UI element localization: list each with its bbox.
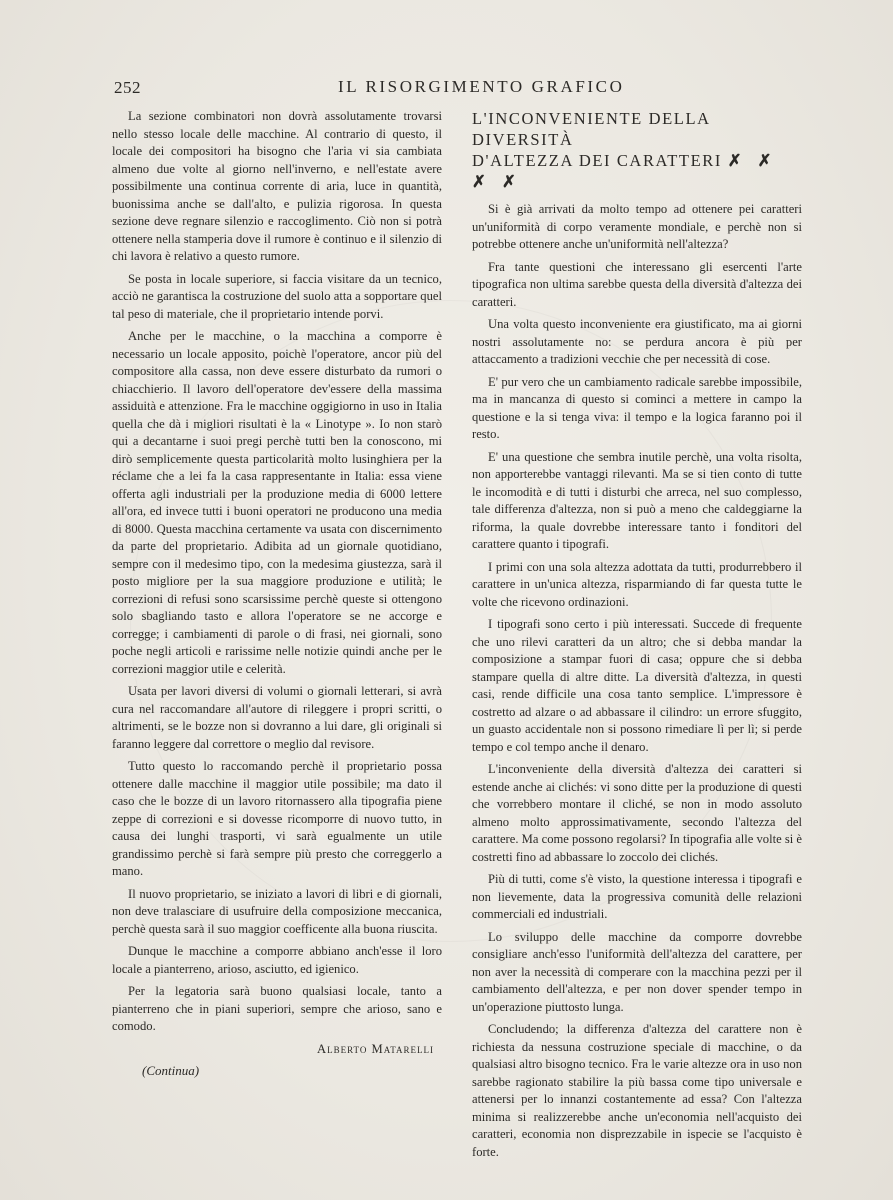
paragraph: Una volta questo inconveniente era giustificato, ma ai giorni nostri assolutamente no: se perdura ancora è più per attaccamento a tradizioni vecchie che per necessità di cose. [472,317,802,366]
paragraph: L'inconveniente della diversità d'altezza dei caratteri si estende anche ai clichés: vi sono ditte per la produzione di questi che vorrebbero montare il cliché, se non in modo assoluto almeno molto approssimativamente, secondo l'altezza del carattere. Ma come possono regolarsi? In tipografia alle volte si è costretti fino ad abbassare lo zoccolo dei clichés. [472,762,802,864]
paragraph: Più di tutti, come s'è visto, la questione interessa i tipografi e non lievemente, data la progressiva comunità delle relazioni commerciali ed industriali. [472,872,802,921]
article-title [472,108,802,192]
paragraph: Anche per le macchine, o la macchina a comporre è necessario un locale apposito, poichè l'operatore, ancor più del compositore alla cassa, non deve essere disturbato da rumori o chiacchierio. Il lavoro dell'operatore dev'essere della massima assiduità e attenzione. Fra le macchine oggigiorno in uso in Italia quella che dà i migliori risultati è la « Linotype ». Io non starò qui a decantarne i suoi pregi perchè tutti ben la conoscono, mi dirò semplicemente questa particolarità molto lusinghiera per la réclame che a lei fa la casa rappresentante in Italia: essa viene offerta agli industriali per la produzione media di 6000 lettere all'ora, ed invece tutti i buoni operatori ne producono una media di 8000. Questa macchina certamente va usata con discernimento da parte del proprietario. Adibita ad un giornale quotidiano, sempre con il medesimo tipo, con la medesima giustezza, sarà il posto migliore per la sua maggiore produzione e utilità; le correzioni di refusi sono scarsissime perchè queste si ottengono solo sbagliando tasto e allora l'operatore se ne accorge e corregge; i cambiamenti di parole o di frasi, nei giornali, sono poche negli articoli e rarissime nelle notizie quindi anche per le correzioni maggior utile e celerità. [112,329,442,676]
author-signature: Alberto Matarelli [316,1041,434,1056]
paragraph: Tutto questo lo raccomando perchè il proprietario possa ottenere dalle macchine il maggior utile possibile; ma dato il caso che le bozze di un lavoro ritornassero alla tipografia piene zeppe di correzioni e si dovesse ricomporre di nuovo tutto, in causa dei lunghi trasporti, vi sarà egualmente un utile grandissimo perchè si farà sempre più presto che correggerlo a mano. [112,759,442,878]
right-column [472,108,802,1166]
paragraph: Usata per lavori diversi di volumi o giornali letterari, si avrà cura nel raccomandare all'autore di rileggere i propri scritti, o altrimenti, se le bozze non si dovranno a lui dare, gli originali si faranno leggere dal correttore o meglio dal revisore. [112,684,442,751]
paragraph: I tipografi sono certo i più interessati. Succede di frequente che uno rilevi caratteri da un altro; che si debba mandar la composizione a stampar fuori di casa; oppure che si debba stampare quella di altre ditte. La diversità d'altezza, in questi casi, rende difficile una cosa tanto semplice. L'impressore è costretto ad alzare o ad abbassare il cilindro: un errore sfuggito, un guasto accidentale non si possono rimediare lì per lì; si perde tempo e col tempo anche il denaro. [472,617,802,754]
paragraph: Si è già arrivati da molto tempo ad ottenere pei caratteri un'uniformità di corpo veramente mondiale, e perchè non si potrebbe ottenere anche un'uniformità nell'altezza? [472,202,802,251]
paragraph: Fra tante questioni che interessano gli esercenti l'arte tipografica non ultima sarebbe questa della diversità d'altezza dei caratteri. [472,259,802,309]
paragraph: I primi con una sola altezza adottata da tutti, produrrebbero il carattere in un'unica altezza, risparmiando di far questa tutte le volte che ricevono ordinazioni. [472,559,802,609]
paragraph: Dunque le macchine a comporre abbiano anch'esse il loro locale a pianterreno, arioso, asciutto, ed igienico. [112,944,442,976]
page-header [110,74,805,98]
continua-note: (Continua) [142,1063,200,1078]
paragraph: Il nuovo proprietario, se iniziato a lavori di libri e di giornali, non deve tralasciare di usufruire della composizione meccanica, perchè questa sarà il suo maggior coefficente alla buona riuscita. [112,886,442,936]
paragraph: La sezione combinatori non dovrà assolutamente trovarsi nello stesso locale delle macchine. Al contrario di questo, il locale dei compositori ha bisogno che l'aria vi sia cambiata almeno due volte al giorno nell'inverno, e nell'estate avere possibilmente una continua corrente di aria, luce in quantità, buonissima anche se dall'alto, e pulizia rigorosa. In questa sezione deve regnare silenzio e raccoglimento. Ciò non si potrà ottenere nella stamperia dove il rumore è continuo e il silenzio di chi lavora è relativo a questo rumore. [112,109,442,263]
paragraph: E' una questione che sembra inutile perchè, una volta risolta, non apporterebbe vantaggi rilevanti. Ma se si tien conto di tutte le incomodità e di tutti i disturbi che arreca, nel suo complesso, tale differenza d'altezza, non si può a meno che caldeggiarne la riforma, la quale dovrebbe interessare tanto i fonditori del carattere quanto i tipografi. [472,449,802,551]
paragraph: E' pur vero che un cambiamento radicale sarebbe impossibile, ma in mancanza di questo si cominci a mettere in campo la questione e la si tenga viva: il tempo e la logica faranno poi il resto. [472,374,802,441]
left-column [112,108,442,1080]
page-number: 252 [114,78,141,97]
paragraph: Concludendo; la differenza d'altezza del carattere non è richiesta da nessuna costruzione speciale di macchine, o da qualsiasi altro bisogno tecnico. Fra le varie altezze ora in uso non sarebbe ragionato stabilire la più bassa come tipo universale e attenersi per lo innanzi costantemente ad essa? Con l'altezza minima si realizzerebbe anche un'economia nell'acquisto dei caratteri, economia non disprezzabile in ispecie se l'acquisto è forte. [472,1022,802,1159]
title-ornament: ✗ ✗ ✗ ✗ [472,151,778,191]
paragraph: Per la legatoria sarà buono qualsiasi locale, tanto a pianterreno che in piani superiori, sempre che arioso, sano e comodo. [112,984,442,1033]
article-title-line1: L'INCONVENIENTE DELLA DIVERSITÀ [472,109,710,149]
paragraph: Lo sviluppo delle macchine da comporre dovrebbe consigliare anch'esso l'uniformità dell'altezza del carattere, per non aver la necessità di comperare con la macchina pezzi per il cambiamento dell'altezza, e per non dover spender tempo in un'operazione piuttosto lunga. [472,929,802,1014]
paragraph: Se posta in locale superiore, si faccia visitare da un tecnico, acciò ne garantisca la costruzione del suolo atta a sopportare quel tal peso di materiale, che il proprietario intende porvi. [112,271,442,321]
running-title: IL RISORGIMENTO GRAFICO [338,77,625,96]
article-title-line2: D'ALTEZZA DEI CARATTERI [472,151,722,170]
